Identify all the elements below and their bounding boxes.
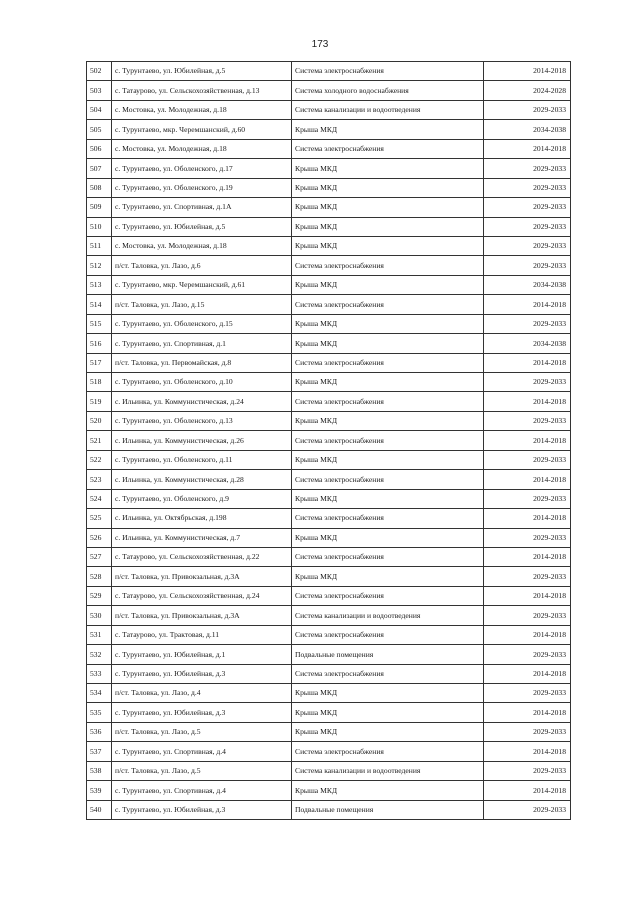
table-row	[87, 353, 571, 372]
cell-period: 2034-2038	[484, 334, 571, 353]
cell-address: с. Турунтаево, ул. Оболенского, д.11	[112, 450, 292, 469]
cell-period: 2014-2018	[484, 470, 571, 489]
cell-period: 2014-2018	[484, 62, 571, 81]
table-row	[87, 198, 571, 217]
table-row	[87, 781, 571, 800]
cell-address: с. Татаурово, ул. Сельскохозяйственная, д.22	[112, 547, 292, 566]
cell-system: Крыша МКД	[292, 703, 484, 722]
cell-period: 2029-2033	[484, 761, 571, 780]
cell-number: 537	[87, 742, 112, 761]
cell-address: с. Татаурово, ул. Сельскохозяйственная, д.24	[112, 586, 292, 605]
cell-address: с. Турунтаево, ул. Юбилейная, д.3	[112, 703, 292, 722]
cell-period: 2014-2018	[484, 625, 571, 644]
cell-period: 2029-2033	[484, 489, 571, 508]
cell-period: 2029-2033	[484, 217, 571, 236]
cell-system: Система электроснабжения	[292, 62, 484, 81]
table-row	[87, 236, 571, 255]
cell-period: 2014-2018	[484, 431, 571, 450]
cell-number: 513	[87, 275, 112, 294]
cell-number: 530	[87, 606, 112, 625]
table-row	[87, 722, 571, 741]
page-number: 173	[311, 39, 329, 50]
table-row	[87, 625, 571, 644]
table-row	[87, 528, 571, 547]
cell-number: 522	[87, 450, 112, 469]
cell-system: Система электроснабжения	[292, 470, 484, 489]
table-row	[87, 664, 571, 683]
cell-address: с. Ильинка, ул. Коммунистическая, д.24	[112, 392, 292, 411]
cell-number: 526	[87, 528, 112, 547]
cell-number: 535	[87, 703, 112, 722]
cell-system: Крыша МКД	[292, 489, 484, 508]
cell-period: 2029-2033	[484, 606, 571, 625]
cell-number: 510	[87, 217, 112, 236]
registry-table	[86, 61, 571, 820]
cell-system: Система электроснабжения	[292, 742, 484, 761]
table-row	[87, 547, 571, 566]
cell-address: с. Татаурово, ул. Сельскохозяйственная, д.13	[112, 81, 292, 100]
table-row	[87, 411, 571, 430]
table-row	[87, 509, 571, 528]
table-row	[87, 314, 571, 333]
cell-system: Система электроснабжения	[292, 392, 484, 411]
cell-period: 2029-2033	[484, 178, 571, 197]
table-row	[87, 684, 571, 703]
table-row	[87, 392, 571, 411]
cell-address: с. Турунтаево, ул. Юбилейная, д.5	[112, 62, 292, 81]
cell-address: с. Ильинка, ул. Октябрьская, д.198	[112, 509, 292, 528]
registry-table-body	[87, 62, 571, 820]
cell-system: Крыша МКД	[292, 722, 484, 741]
cell-number: 539	[87, 781, 112, 800]
cell-period: 2029-2033	[484, 684, 571, 703]
cell-number: 503	[87, 81, 112, 100]
cell-period: 2029-2033	[484, 567, 571, 586]
cell-number: 536	[87, 722, 112, 741]
cell-period: 2014-2018	[484, 509, 571, 528]
cell-address: с. Турунтаево, ул. Спортивная, д.4	[112, 742, 292, 761]
table-row	[87, 703, 571, 722]
cell-system: Система электроснабжения	[292, 353, 484, 372]
cell-period: 2014-2018	[484, 392, 571, 411]
cell-system: Система электроснабжения	[292, 139, 484, 158]
table-row	[87, 295, 571, 314]
cell-system: Подвальные помещения	[292, 800, 484, 819]
cell-address: с. Мостовка, ул. Молодежная, д.18	[112, 236, 292, 255]
table-row	[87, 431, 571, 450]
cell-number: 538	[87, 761, 112, 780]
cell-system: Крыша МКД	[292, 198, 484, 217]
cell-period: 2029-2033	[484, 722, 571, 741]
cell-system: Система канализации и водоотведения	[292, 100, 484, 119]
cell-address: с. Турунтаево, ул. Оболенского, д.9	[112, 489, 292, 508]
cell-address: с. Турунтаево, мкр. Черемшанский, д.60	[112, 120, 292, 139]
cell-number: 528	[87, 567, 112, 586]
cell-address: п/ст. Таловка, ул. Лазо, д.15	[112, 295, 292, 314]
table-row	[87, 761, 571, 780]
cell-system: Крыша МКД	[292, 567, 484, 586]
cell-number: 534	[87, 684, 112, 703]
cell-address: п/ст. Таловка, ул. Лазо, д.6	[112, 256, 292, 275]
cell-system: Крыша МКД	[292, 528, 484, 547]
table-row	[87, 139, 571, 158]
cell-number: 531	[87, 625, 112, 644]
table-row	[87, 120, 571, 139]
table-row	[87, 567, 571, 586]
table-row	[87, 800, 571, 819]
cell-period: 2034-2038	[484, 120, 571, 139]
cell-number: 520	[87, 411, 112, 430]
cell-period: 2029-2033	[484, 236, 571, 255]
cell-system: Система электроснабжения	[292, 547, 484, 566]
table-row	[87, 159, 571, 178]
cell-number: 505	[87, 120, 112, 139]
cell-period: 2014-2018	[484, 353, 571, 372]
cell-system: Крыша МКД	[292, 275, 484, 294]
cell-address: с. Турунтаево, ул. Юбилейная, д.3	[112, 800, 292, 819]
cell-period: 2029-2033	[484, 411, 571, 430]
cell-number: 517	[87, 353, 112, 372]
cell-number: 540	[87, 800, 112, 819]
cell-period: 2029-2033	[484, 159, 571, 178]
cell-address: п/ст. Таловка, ул. Лазо, д.5	[112, 761, 292, 780]
cell-system: Крыша МКД	[292, 159, 484, 178]
cell-number: 512	[87, 256, 112, 275]
cell-period: 2029-2033	[484, 198, 571, 217]
cell-number: 516	[87, 334, 112, 353]
table-row	[87, 178, 571, 197]
cell-number: 523	[87, 470, 112, 489]
cell-period: 2024-2028	[484, 81, 571, 100]
cell-system: Система электроснабжения	[292, 256, 484, 275]
cell-number: 533	[87, 664, 112, 683]
cell-address: с. Ильинка, ул. Коммунистическая, д.7	[112, 528, 292, 547]
table-row	[87, 586, 571, 605]
table-row	[87, 217, 571, 236]
table-row	[87, 645, 571, 664]
cell-system: Крыша МКД	[292, 450, 484, 469]
cell-address: с. Ильинка, ул. Коммунистическая, д.26	[112, 431, 292, 450]
cell-address: с. Турунтаево, ул. Спортивная, д.1	[112, 334, 292, 353]
cell-number: 524	[87, 489, 112, 508]
cell-period: 2014-2018	[484, 586, 571, 605]
cell-address: п/ст. Таловка, ул. Лазо, д.4	[112, 684, 292, 703]
cell-address: с. Турунтаево, ул. Оболенского, д.13	[112, 411, 292, 430]
cell-period: 2029-2033	[484, 450, 571, 469]
cell-system: Крыша МКД	[292, 781, 484, 800]
cell-address: с. Турунтаево, мкр. Черемшанский, д.61	[112, 275, 292, 294]
table-row	[87, 489, 571, 508]
cell-address: с. Турунтаево, ул. Оболенского, д.10	[112, 373, 292, 392]
cell-number: 502	[87, 62, 112, 81]
cell-period: 2029-2033	[484, 373, 571, 392]
cell-address: с. Турунтаево, ул. Оболенского, д.19	[112, 178, 292, 197]
cell-period: 2029-2033	[484, 256, 571, 275]
cell-system: Система электроснабжения	[292, 625, 484, 644]
table-row	[87, 470, 571, 489]
cell-system: Система электроснабжения	[292, 664, 484, 683]
table-row	[87, 275, 571, 294]
table-row	[87, 256, 571, 275]
cell-period: 2014-2018	[484, 742, 571, 761]
cell-number: 521	[87, 431, 112, 450]
cell-system: Крыша МКД	[292, 411, 484, 430]
cell-address: п/ст. Таловка, ул. Привокзальная, д.3А	[112, 567, 292, 586]
cell-address: с. Ильинка, ул. Коммунистическая, д.28	[112, 470, 292, 489]
cell-period: 2014-2018	[484, 781, 571, 800]
cell-period: 2029-2033	[484, 800, 571, 819]
cell-number: 504	[87, 100, 112, 119]
cell-period: 2029-2033	[484, 645, 571, 664]
cell-system: Система электроснабжения	[292, 586, 484, 605]
cell-address: с. Мостовка, ул. Молодежная, д.18	[112, 139, 292, 158]
cell-period: 2029-2033	[484, 100, 571, 119]
cell-system: Система канализации и водоотведения	[292, 761, 484, 780]
table-row	[87, 373, 571, 392]
cell-address: с. Турунтаево, ул. Юбилейная, д.3	[112, 664, 292, 683]
cell-period: 2014-2018	[484, 703, 571, 722]
cell-system: Крыша МКД	[292, 120, 484, 139]
cell-address: с. Татаурово, ул. Трактовая, д.11	[112, 625, 292, 644]
cell-number: 527	[87, 547, 112, 566]
cell-address: с. Турунтаево, ул. Юбилейная, д.1	[112, 645, 292, 664]
cell-system: Система электроснабжения	[292, 295, 484, 314]
cell-number: 519	[87, 392, 112, 411]
cell-address: с. Турунтаево, ул. Спортивная, д.4	[112, 781, 292, 800]
cell-system: Система холодного водоснабжения	[292, 81, 484, 100]
cell-number: 506	[87, 139, 112, 158]
cell-number: 509	[87, 198, 112, 217]
cell-number: 507	[87, 159, 112, 178]
cell-number: 529	[87, 586, 112, 605]
cell-address: п/ст. Таловка, ул. Привокзальная, д.3А	[112, 606, 292, 625]
cell-system: Крыша МКД	[292, 314, 484, 333]
cell-address: с. Мостовка, ул. Молодежная, д.18	[112, 100, 292, 119]
cell-system: Крыша МКД	[292, 373, 484, 392]
cell-address: с. Турунтаево, ул. Оболенского, д.15	[112, 314, 292, 333]
cell-system: Система электроснабжения	[292, 431, 484, 450]
cell-period: 2014-2018	[484, 295, 571, 314]
cell-system: Система электроснабжения	[292, 509, 484, 528]
cell-period: 2029-2033	[484, 528, 571, 547]
table-row	[87, 100, 571, 119]
table-row	[87, 606, 571, 625]
cell-number: 525	[87, 509, 112, 528]
table-row	[87, 62, 571, 81]
cell-system: Крыша МКД	[292, 217, 484, 236]
cell-number: 515	[87, 314, 112, 333]
table-row	[87, 334, 571, 353]
table-row	[87, 742, 571, 761]
cell-system: Крыша МКД	[292, 178, 484, 197]
cell-period: 2014-2018	[484, 139, 571, 158]
cell-number: 511	[87, 236, 112, 255]
cell-system: Подвальные помещения	[292, 645, 484, 664]
cell-number: 508	[87, 178, 112, 197]
cell-period: 2034-2038	[484, 275, 571, 294]
cell-system: Крыша МКД	[292, 684, 484, 703]
cell-address: с. Турунтаево, ул. Юбилейная, д.5	[112, 217, 292, 236]
cell-number: 518	[87, 373, 112, 392]
cell-number: 532	[87, 645, 112, 664]
cell-system: Система канализации и водоотведения	[292, 606, 484, 625]
cell-period: 2029-2033	[484, 314, 571, 333]
cell-address: п/ст. Таловка, ул. Первомайская, д.8	[112, 353, 292, 372]
table-row	[87, 81, 571, 100]
cell-system: Крыша МКД	[292, 334, 484, 353]
cell-system: Крыша МКД	[292, 236, 484, 255]
cell-number: 514	[87, 295, 112, 314]
cell-period: 2014-2018	[484, 664, 571, 683]
cell-address: п/ст. Таловка, ул. Лазо, д.5	[112, 722, 292, 741]
cell-period: 2014-2018	[484, 547, 571, 566]
cell-address: с. Турунтаево, ул. Оболенского, д.17	[112, 159, 292, 178]
table-row	[87, 450, 571, 469]
cell-address: с. Турунтаево, ул. Спортивная, д.1А	[112, 198, 292, 217]
